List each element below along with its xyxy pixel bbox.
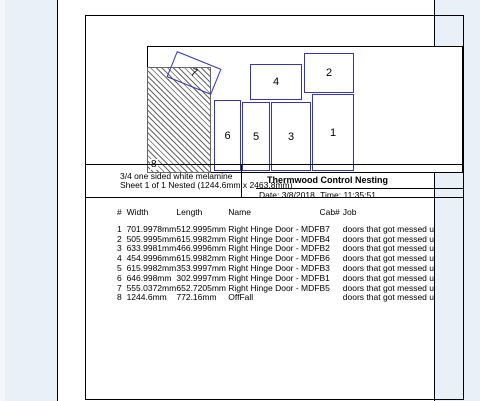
sheet-info-text: Sheet 1 of 1 Nested (1244.6mm x 2463.8mm) — [120, 180, 293, 190]
cell-name: Right Hinge Door - MDF — [228, 262, 320, 273]
cell-length: 615.9982mm — [176, 233, 227, 244]
cell-width: 701.9978mm — [126, 223, 177, 234]
cell-name: Right Hinge Door - MDF — [228, 243, 320, 254]
cell-job: doors that got messed u — [342, 272, 434, 283]
cell-num: 8 — [117, 292, 122, 303]
cell-job: doors that got messed u — [342, 282, 434, 293]
cell-num: 4 — [117, 253, 122, 264]
cell-width: 505.9995mm — [126, 233, 177, 244]
part-6: 6 — [214, 100, 241, 171]
cell-length: 652.7205mm — [176, 282, 227, 293]
col-job-header: Job — [342, 207, 357, 217]
cell-job: doors that got messed u — [342, 233, 434, 244]
part-2: 2 — [304, 53, 354, 93]
col-name-header: Name — [228, 207, 251, 217]
part-5: 5 — [242, 102, 270, 171]
cell-cab: B1 — [319, 272, 330, 283]
col-width-header: Width — [126, 207, 149, 217]
print-preview-page — [57, 0, 435, 401]
cell-job: doors that got messed u — [342, 223, 434, 234]
time-label: Time: — [320, 190, 342, 200]
cell-cab: B2 — [319, 243, 330, 254]
material-text: 3/4 one sided white melamine — [120, 171, 233, 181]
cell-cab: B6 — [319, 253, 330, 264]
cell-length: 615.9982mm — [176, 253, 227, 264]
part-1: 1 — [312, 94, 354, 171]
date-value: 3/8/2018 — [281, 190, 315, 200]
cell-job: doors that got messed u — [342, 262, 434, 273]
cell-name: Right Hinge Door - MDF — [228, 223, 320, 234]
parts-table — [117, 208, 434, 303]
col-num-header: # — [117, 207, 122, 217]
cell-width: 555.0372mm — [126, 282, 177, 293]
cell-job: doors that got messed u — [342, 253, 434, 264]
cell-job: doors that got messed u — [342, 292, 434, 303]
date-label: Date: — [259, 190, 280, 200]
cell-num: 1 — [117, 223, 122, 234]
cell-name: Right Hinge Door - MDF — [228, 282, 320, 293]
cell-width: 633.9981mm — [126, 243, 177, 254]
cell-length: 512.9995mm — [176, 223, 227, 234]
cell-name: Right Hinge Door - MDF — [228, 233, 320, 244]
cell-cab: B7 — [319, 223, 330, 234]
date-time-text — [259, 191, 376, 200]
cell-num: 3 — [117, 243, 122, 254]
cell-name: Right Hinge Door - MDF — [228, 253, 320, 264]
cell-num: 7 — [117, 282, 122, 293]
cell-num: 6 — [117, 272, 122, 283]
cell-width: 1244.6mm — [126, 292, 167, 303]
cell-width: 615.9982mm — [126, 262, 177, 273]
cell-name: Right Hinge Door - MDF — [228, 272, 320, 283]
left-gutter — [0, 0, 5, 401]
part-7: 7 — [167, 51, 222, 95]
report-title: Thermwood Control Nesting — [267, 175, 388, 185]
cell-name: OffFall — [228, 292, 254, 303]
cell-length: 353.9997mm — [176, 262, 227, 273]
col-length-header: Length — [176, 207, 203, 217]
cell-length: 772.16mm — [176, 292, 217, 303]
cell-num: 5 — [117, 262, 122, 273]
cell-num: 2 — [117, 233, 122, 244]
cell-width: 454.9996mm — [126, 253, 177, 264]
cell-cab: B4 — [319, 233, 330, 244]
time-value: 11:35:51 — [343, 190, 376, 200]
cell-job: doors that got messed u — [342, 243, 434, 254]
cell-cab: B3 — [319, 262, 330, 273]
part-4: 4 — [250, 64, 302, 100]
cell-cab — [319, 293, 342, 303]
part-3: 3 — [271, 102, 311, 171]
col-cab-header: Cab# — [319, 207, 340, 217]
cell-cab: B5 — [319, 282, 330, 293]
cell-length: 302.9997mm — [176, 272, 227, 283]
table-row — [117, 293, 434, 303]
cell-width: 646.998mm — [126, 272, 172, 283]
cell-length: 466.9996mm — [176, 243, 227, 254]
table-header-row — [117, 208, 434, 218]
offfall-label: 8 — [151, 159, 157, 170]
divider — [86, 164, 464, 165]
